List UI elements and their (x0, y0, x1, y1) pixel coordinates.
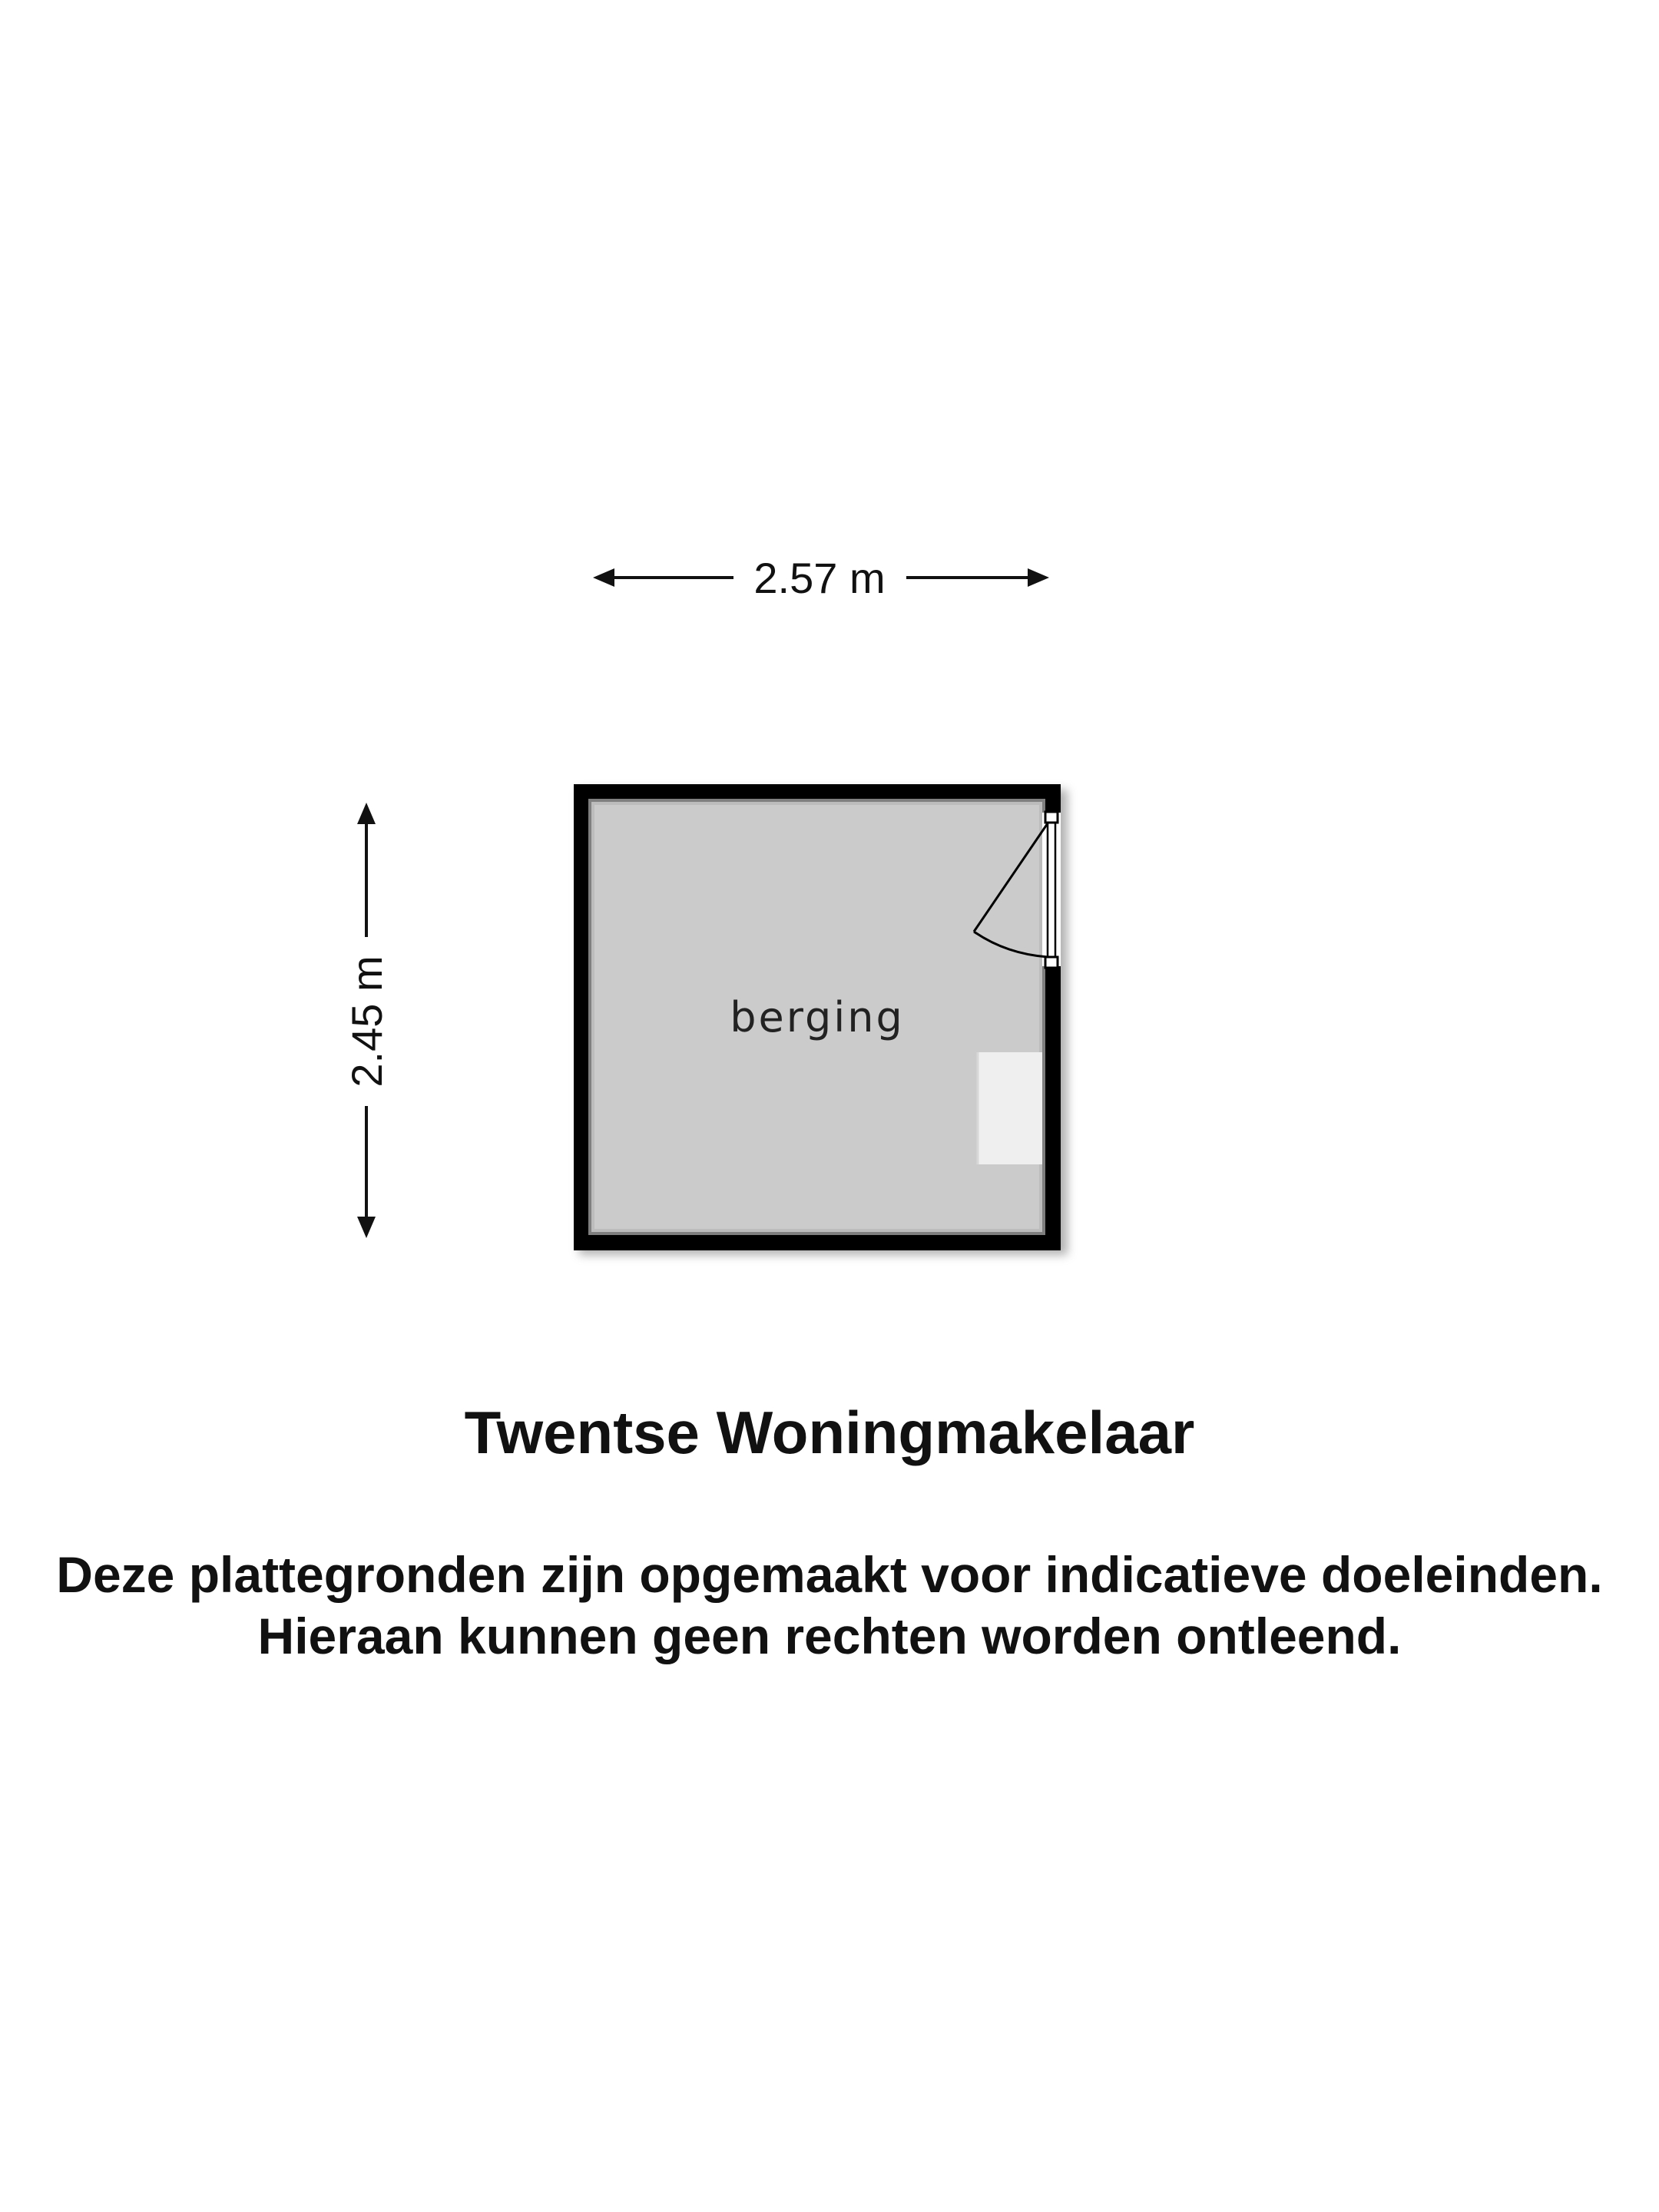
arrowhead-left-icon (593, 568, 614, 587)
arrowhead-down-icon (357, 1217, 376, 1238)
disclaimer-line-1: Deze plattegronden zijn opgemaakt voor indicatieve doeleinden. (56, 1546, 1603, 1603)
storage-unit (978, 1052, 1042, 1164)
door-jamb-bottom (1045, 957, 1058, 968)
arrowhead-right-icon (1028, 568, 1049, 587)
room-label: berging (730, 993, 905, 1041)
width-dimension-label: 2.57 m (753, 554, 886, 602)
door-opening (1042, 813, 1061, 966)
door-jamb-top (1045, 812, 1058, 823)
height-dimension (343, 803, 391, 1238)
height-dimension-label: 2.45 m (343, 955, 391, 1088)
room-berging (574, 784, 1068, 1255)
width-dimension (593, 554, 1049, 602)
company-name: Twentse Woningmakelaar (464, 1399, 1195, 1466)
disclaimer-line-2: Hieraan kunnen geen rechten worden ontleend. (257, 1608, 1402, 1664)
arrowhead-up-icon (357, 803, 376, 824)
